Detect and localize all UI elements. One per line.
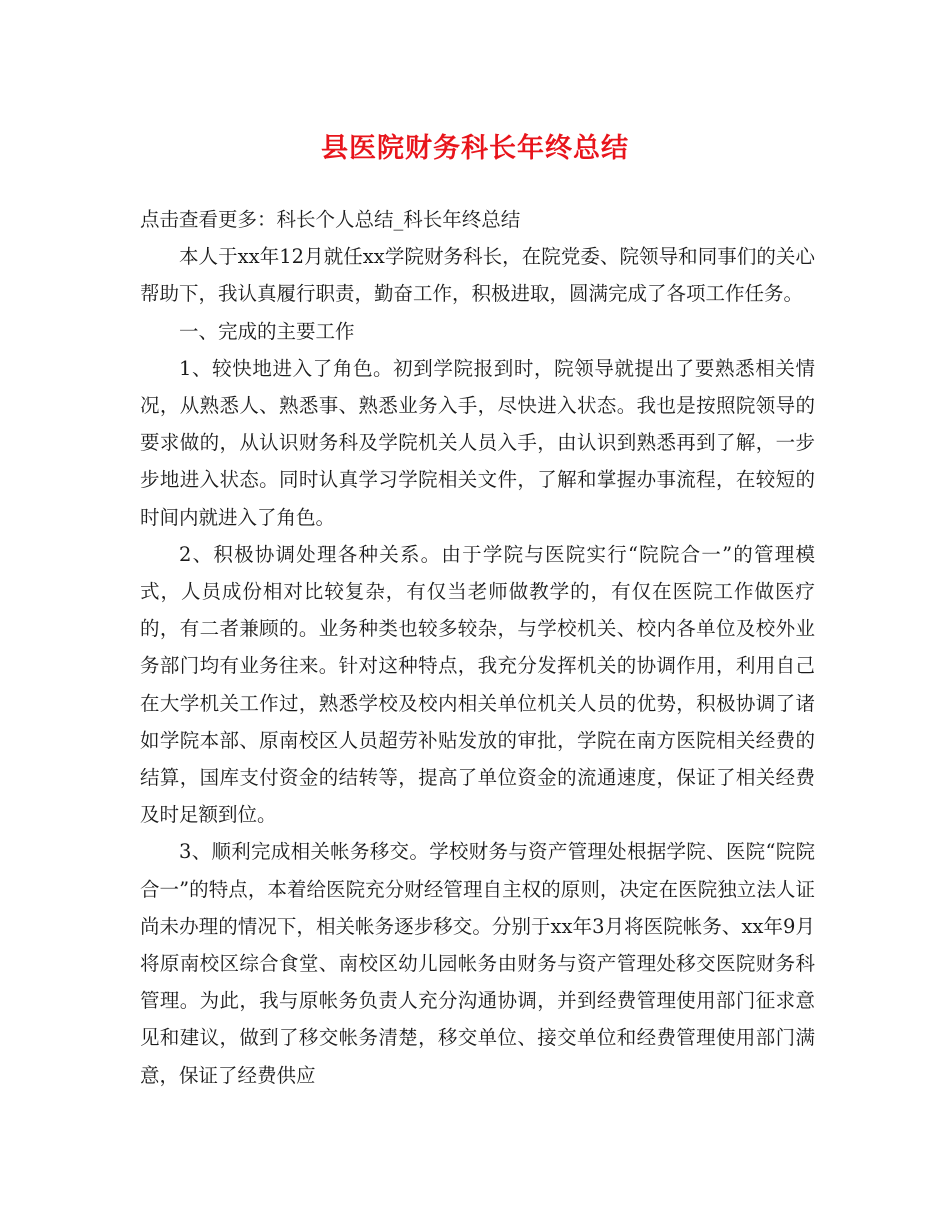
paragraph-item-3: 3、顺利完成相关帐务移交。学校财务与资产管理处根据学院、医院“院院合一”的特点，本着给医院充分财经管理自主权的原则，决定在医院独立法人证尚未办理的情况下，相关帐务逐步移交。分别于xx年3月将医院帐务、xx年9月将原南校区综合食堂、南校区幼儿园帐务由财务与资产管理处移交医院财务科管理。为此，我与原帐务负责人充分沟通协调，并到经费管理使用部门征求意见和建议，做到了移交帐务清楚，移交单位、接交单位和经费管理使用部门满意，保证了经费供应 [140,840,815,1087]
document-body [140,201,815,1094]
related-links-line: 点击查看更多：科长个人总结_科长年终总结 [140,208,521,231]
paragraph-item-2: 2、积极协调处理各种关系。由于学院与医院实行“院院合一”的管理模式，人员成份相对比较复杂，有仅当老师做教学的，有仅在医院工作做医疗的，有二者兼顾的。业务种类也较多较杂，与学校机关、校内各单位及校外业务部门均有业务往来。针对这种特点，我充分发挥机关的协调作用，利用自己在大学机关工作过，熟悉学校及校内相关单位机关人员的优势，积极协调了诸如学院本部、原南校区人员超劳补贴发放的审批，学院在南方医院相关经费的结算，国库支付资金的结转等，提高了单位资金的流通速度，保证了相关经费及时足额到位。 [140,542,815,827]
paragraph-intro: 本人于xx年12月就任xx学院财务科长，在院党委、院领导和同事们的关心帮助下，我认真履行职责，勤奋工作，积极进取，圆满完成了各项工作任务。 [140,245,815,306]
section-heading: 一、完成的主要工作 [179,319,355,343]
document-title: 县医院财务科长年终总结 [321,133,629,164]
paragraph-item-1: 1、较快地进入了角色。初到学院报到时，院领导就提出了要熟悉相关情况，从熟悉人、熟悉事、熟悉业务入手，尽快进入状态。我也是按照院领导的要求做的，从认识财务科及学院机关人员入手，由认识到熟悉再到了解，一步步地进入状态。同时认真学习学院相关文件，了解和掌握办事流程，在较短的时间内就进入了角色。 [140,356,815,529]
